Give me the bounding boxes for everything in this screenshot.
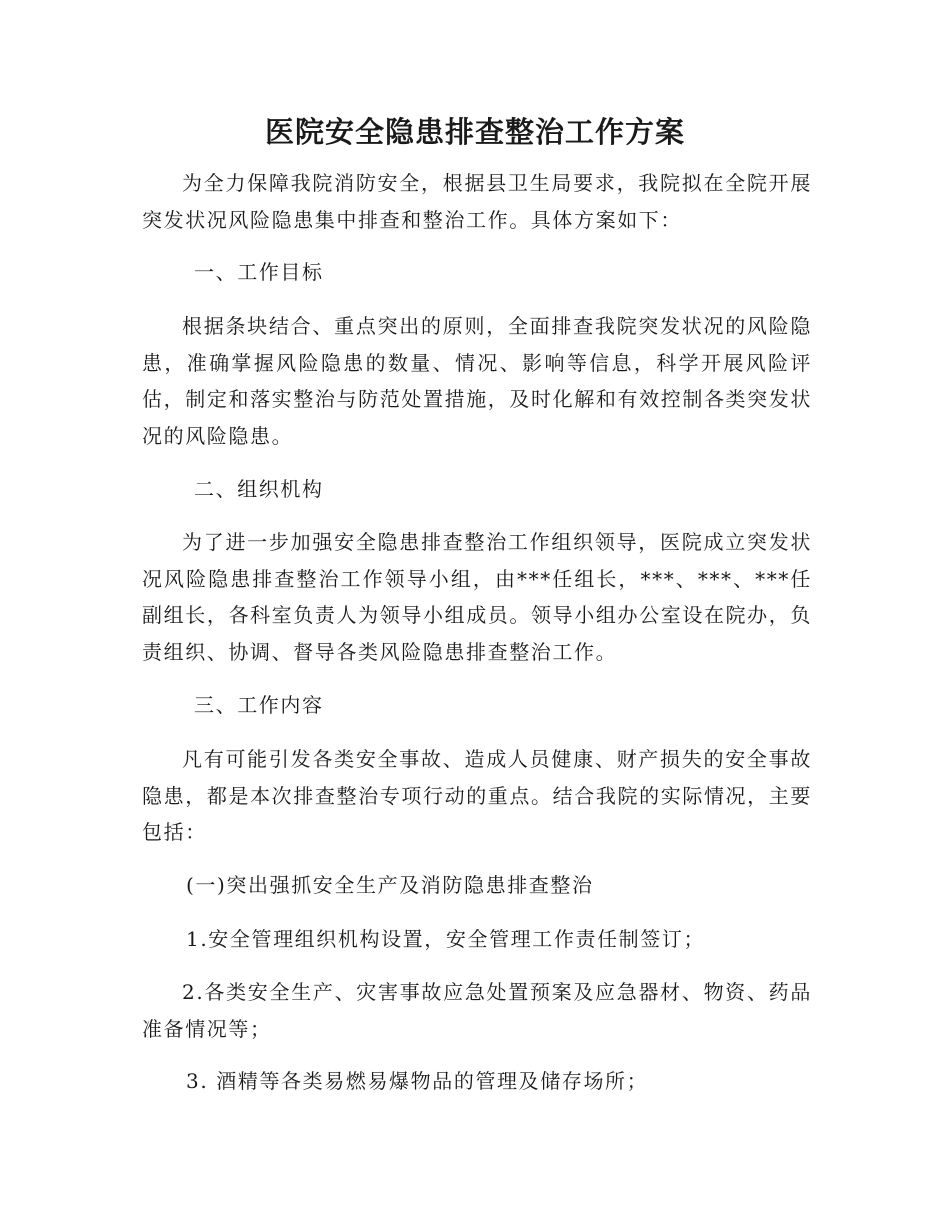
section-1-body: 根据条块结合、重点突出的原则，全面排查我院突发状况的风险隐患，准确掌握风险隐患的数量、情况、影响等信息，科学开展风险评估，制定和落实整治与防范处置措施，及时化解和有效控制各类突发状况的风险隐患。 (142, 314, 812, 448)
list-item-3: 3. 酒精等各类易燃易爆物品的管理及储存场所； (186, 1069, 649, 1093)
list-item-2: 2.各类安全生产、灾害事故应急处置预案及应急器材、物资、药品准备情况等； (142, 980, 812, 1041)
list-item-1: 1.安全管理组织机构设置，安全管理工作责任制签订； (186, 927, 706, 951)
intro-paragraph: 为全力保障我院消防安全，根据县卫生局要求，我院拟在全院开展突发状况风险隐患集中排查和整治工作。具体方案如下： (142, 171, 812, 232)
subsection-1-heading: (一)突出强抓安全生产及消防隐患排查整治 (186, 873, 594, 897)
section-2-body: 为了进一步加强安全隐患排查整治工作组织领导，医院成立突发状况风险隐患排查整治工作领导小组，由***任组长，***、***、***任副组长，各科室负责人为领导小组成员。领导小组办公室设在院办，负责组织、协调、督导各类风险隐患排查整治工作。 (142, 530, 812, 664)
section-3-heading: 三、工作内容 (194, 693, 324, 717)
section-2-heading: 二、组织机构 (194, 477, 324, 501)
section-3-body: 凡有可能引发各类安全事故、造成人员健康、财产损失的安全事故隐患，都是本次排查整治专项行动的重点。结合我院的实际情况，主要包括： (142, 747, 812, 844)
document-title: 医院安全隐患排查整治工作方案 (264, 115, 685, 149)
section-1-heading: 一、工作目标 (194, 260, 324, 284)
